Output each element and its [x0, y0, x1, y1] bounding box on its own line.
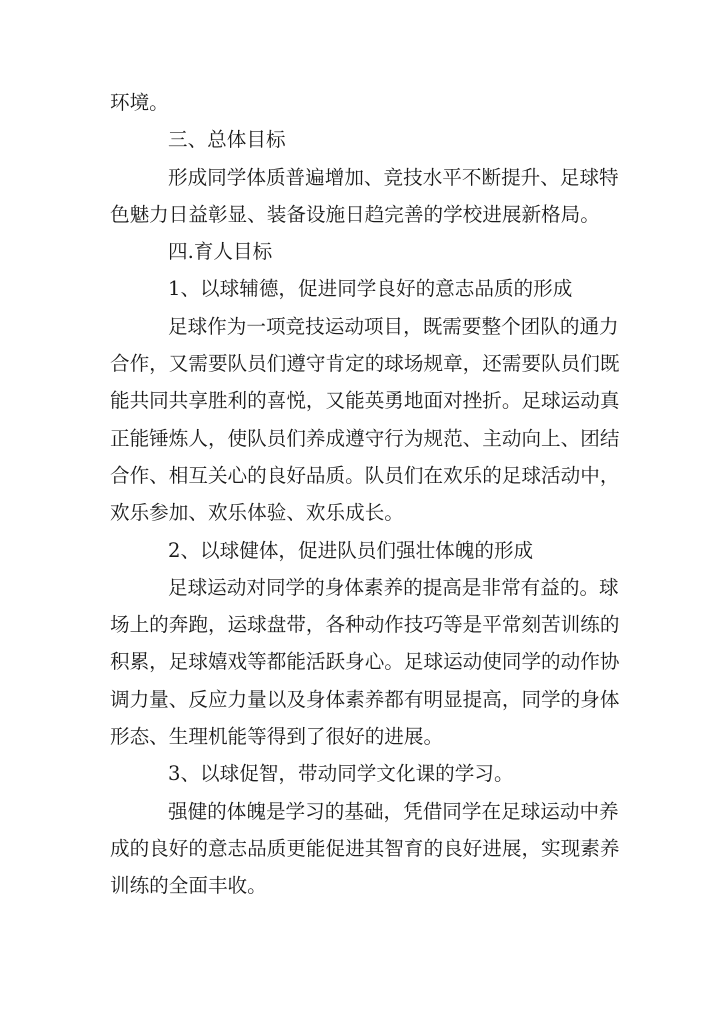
text-line: 欢乐参加、欢乐体验、欢乐成长。 — [110, 501, 404, 525]
text-line: 成的良好的意志品质更能促进其智育的良好进展，实现素养 — [110, 836, 620, 860]
text-line: 强健的体魄是学习的基础，凭借同学在足球运动中养 — [168, 799, 619, 823]
text-line: 环境。 — [110, 91, 169, 114]
text-line: 场上的奔跑，运球盘带，各种动作技巧等是平常刻苦训练的 — [110, 613, 620, 637]
text-line: 积累，足球嬉戏等都能活跃身心。足球运动使同学的动作协 — [110, 650, 620, 674]
subheading-ball-fitness: 2、以球健体，促进队员们强壮体魄的形成 — [168, 538, 534, 562]
text-line: 能共同共享胜利的喜悦，又能英勇地面对挫折。足球运动真 — [110, 389, 620, 413]
text-line: 调力量、反应力量以及身体素养都有明显提高，同学的身体 — [110, 687, 620, 711]
subheading-ball-intellect: 3、以球促智，带动同学文化课的学习。 — [168, 762, 514, 786]
text-line: 合作，又需要队员们遵守肯定的球场规章，还需要队员们既 — [110, 352, 620, 376]
document-page — [110, 84, 620, 905]
section-heading-education-goals: 四.育人目标 — [168, 240, 273, 264]
text-line: 足球作为一项竞技运动项目，既需要整个团队的通力 — [168, 314, 619, 338]
text-line: 训练的全面丰收。 — [110, 874, 267, 898]
text-line: 色魅力日益彰显、装备设施日趋完善的学校进展新格局。 — [110, 202, 600, 226]
text-line: 形态、生理机能等得到了很好的进展。 — [110, 725, 444, 749]
text-line: 正能锤炼人，使队员们养成遵守行为规范、主动向上、团结 — [110, 426, 620, 450]
subheading-ball-virtue: 1、以球辅德，促进同学良好的意志品质的形成 — [168, 277, 573, 301]
section-heading-overall-goals: 三、总体目标 — [168, 128, 286, 152]
text-line: 合作、相互关心的良好品质。队员们在欢乐的足球活动中， — [110, 463, 620, 487]
text-line: 足球运动对同学的身体素养的提高是非常有益的。球 — [168, 575, 619, 599]
text-line: 形成同学体质普遍增加、竞技水平不断提升、足球特 — [168, 165, 619, 189]
